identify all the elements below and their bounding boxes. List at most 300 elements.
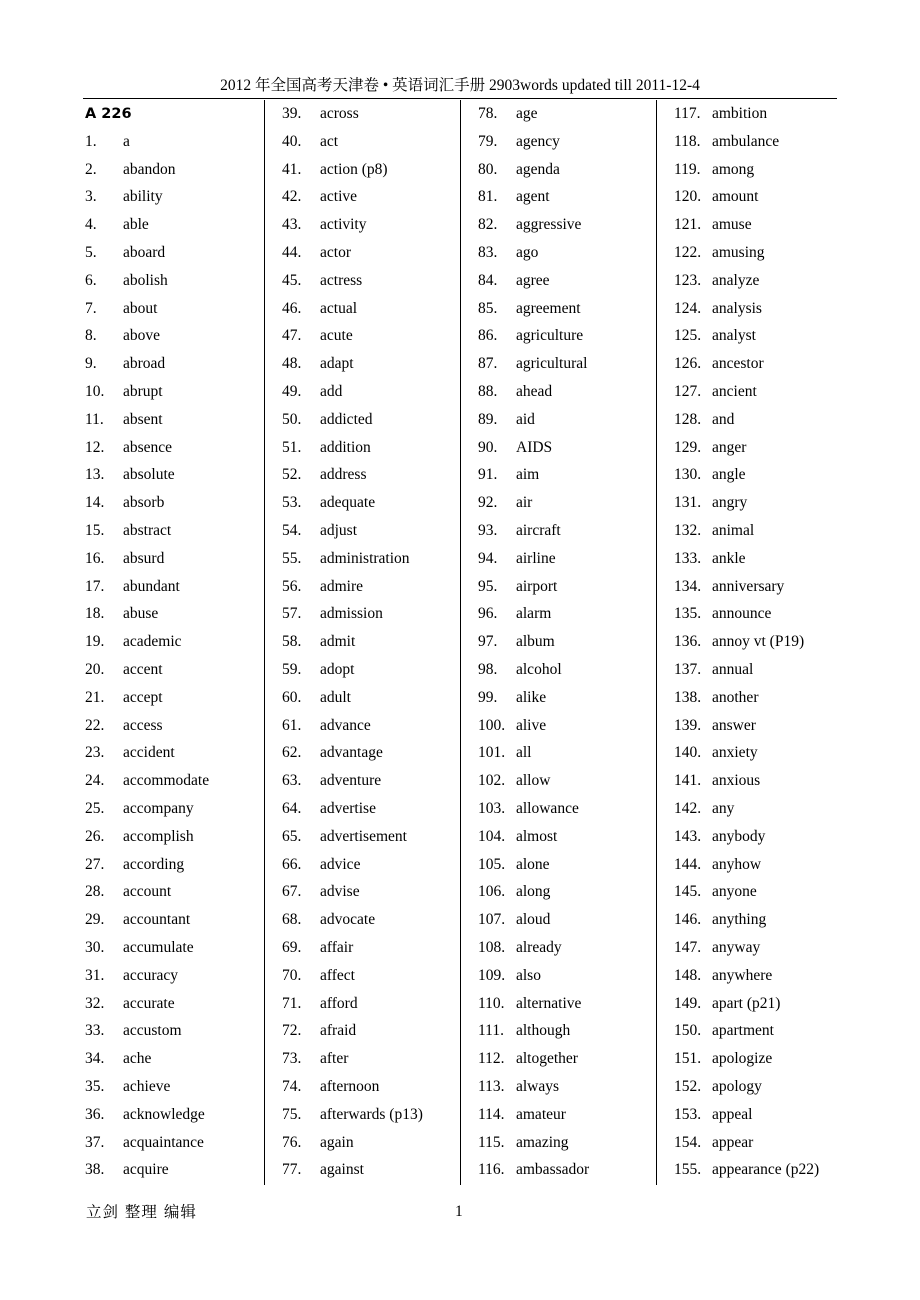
- entry-number: 39.: [282, 105, 302, 122]
- entry-number: 88.: [478, 383, 498, 400]
- entry-word: across: [320, 105, 359, 122]
- entry-word: affect: [320, 966, 355, 984]
- entry-word: address: [320, 466, 367, 484]
- entry-word: advantage: [320, 744, 383, 762]
- entry-word: absence: [123, 438, 173, 456]
- entry-number: 142.: [674, 800, 702, 817]
- entry-number: 78.: [478, 105, 498, 122]
- entry-number: 26.: [85, 827, 105, 845]
- entry-word: angry: [712, 494, 748, 512]
- entry-word: adjust: [320, 522, 358, 539]
- entry-number: 31.: [85, 966, 105, 984]
- entry-word: abuse: [123, 605, 159, 623]
- entry-word: accompany: [123, 800, 194, 817]
- entry-word: achieve: [123, 1078, 171, 1095]
- entry-number: 66.: [282, 855, 302, 873]
- page-header: 2012 年全国高考天津卷 • 英语词汇手册 2903words updated till 2011-12-4: [220, 77, 700, 94]
- entry-word: all: [516, 744, 532, 762]
- entry-number: 151.: [674, 1050, 702, 1068]
- entry-word: another: [712, 688, 759, 706]
- entry-word: abandon: [123, 160, 176, 178]
- entry-word: acknowledge: [123, 1105, 205, 1123]
- entry-word: afternoon: [320, 1078, 380, 1095]
- entry-number: 44.: [282, 244, 302, 261]
- entry-word: ambassador: [516, 1161, 590, 1179]
- entry-number: 14.: [85, 494, 105, 512]
- entry-number: 147.: [674, 939, 702, 956]
- entry-word: adequate: [320, 494, 376, 512]
- entry-number: 16.: [85, 549, 105, 567]
- entry-number: 154.: [674, 1133, 702, 1151]
- entry-number: 59.: [282, 661, 302, 678]
- entry-number: 67.: [282, 883, 302, 901]
- entry-word: ambulance: [712, 132, 780, 150]
- entry-word: accomplish: [123, 827, 194, 845]
- entry-number: 134.: [674, 577, 702, 595]
- entry-number: 10.: [85, 383, 105, 400]
- entry-word: about: [123, 299, 158, 317]
- entry-number: 136.: [674, 633, 702, 651]
- entry-number: 145.: [674, 883, 702, 901]
- entry-word: accent: [123, 661, 163, 678]
- entry-number: 48.: [282, 355, 302, 373]
- entry-word: above: [123, 327, 161, 345]
- entry-word: acute: [320, 327, 353, 345]
- entry-word: accustom: [123, 1022, 182, 1040]
- entry-number: 84.: [478, 271, 498, 289]
- entry-word: amusing: [712, 244, 765, 261]
- entry-number: 110.: [478, 994, 505, 1012]
- entry-number: 15.: [85, 522, 105, 539]
- entry-word: abstract: [123, 522, 172, 539]
- entry-word: air: [516, 494, 533, 512]
- entry-number: 99.: [478, 688, 498, 706]
- entry-word: a: [123, 132, 130, 150]
- entry-number: 27.: [85, 855, 105, 873]
- entry-number: 25.: [85, 800, 105, 817]
- entry-word: anyone: [712, 883, 757, 901]
- entry-number: 127.: [674, 383, 702, 400]
- entry-number: 111.: [478, 1022, 504, 1040]
- word-column-3: [460, 100, 656, 1185]
- entry-number: 102.: [478, 772, 506, 790]
- entry-number: 77.: [282, 1161, 302, 1179]
- entry-word: after: [320, 1050, 349, 1068]
- entry-word: ago: [516, 244, 539, 261]
- entry-number: 12.: [85, 438, 105, 456]
- entry-number: 28.: [85, 883, 105, 901]
- entry-word: apology: [712, 1078, 762, 1095]
- entry-word: admit: [320, 633, 356, 651]
- entry-word: agency: [516, 132, 560, 150]
- entry-number: 117.: [674, 105, 701, 122]
- entry-word: academic: [123, 633, 182, 651]
- entry-word: analysis: [712, 299, 762, 317]
- entry-number: 65.: [282, 827, 302, 845]
- entry-number: 123.: [674, 271, 702, 289]
- entry-number: 17.: [85, 577, 105, 595]
- entry-number: 118.: [674, 132, 701, 150]
- entry-word: aircraft: [516, 522, 561, 539]
- entry-word: absorb: [123, 494, 165, 512]
- entry-word: active: [320, 188, 358, 206]
- entry-number: 83.: [478, 244, 498, 261]
- entry-word: ability: [123, 188, 163, 206]
- entry-word: altogether: [516, 1050, 578, 1068]
- entry-word: ahead: [516, 383, 553, 400]
- entry-number: 9.: [85, 355, 97, 373]
- entry-number: 18.: [85, 605, 105, 623]
- entry-number: 47.: [282, 327, 302, 345]
- entry-number: 2.: [85, 160, 97, 178]
- footer-editor: 立剑 整理 编辑: [86, 1203, 197, 1221]
- entry-number: 85.: [478, 299, 498, 317]
- entry-word: agent: [516, 188, 550, 206]
- entry-number: 100.: [478, 716, 506, 734]
- entry-word: accommodate: [123, 772, 210, 790]
- entry-number: 93.: [478, 522, 498, 539]
- entry-word: any: [712, 800, 735, 817]
- entry-number: 64.: [282, 800, 302, 817]
- entry-word: affair: [320, 939, 354, 956]
- entry-number: 94.: [478, 549, 498, 567]
- entry-word: acquire: [123, 1161, 169, 1179]
- entry-word: advice: [320, 855, 361, 873]
- entry-number: 73.: [282, 1050, 302, 1068]
- entry-word: abolish: [123, 271, 168, 289]
- entry-number: 146.: [674, 911, 702, 929]
- entry-number: 135.: [674, 605, 702, 623]
- entry-word: action (p8): [320, 160, 388, 178]
- entry-word: admission: [320, 605, 383, 623]
- entry-number: 98.: [478, 661, 498, 678]
- entry-number: 29.: [85, 911, 105, 929]
- entry-word: aloud: [516, 911, 551, 929]
- entry-word: alternative: [516, 994, 582, 1012]
- entry-word: among: [712, 160, 755, 178]
- entry-word: annoy vt (P19): [712, 633, 805, 651]
- entry-number: 116.: [478, 1161, 505, 1179]
- entry-number: 97.: [478, 633, 498, 651]
- entry-word: aboard: [123, 244, 166, 261]
- entry-word: absolute: [123, 466, 175, 484]
- entry-word: accumulate: [123, 939, 194, 956]
- entry-number: 128.: [674, 410, 702, 428]
- entry-number: 74.: [282, 1078, 302, 1095]
- entry-word: according: [123, 855, 185, 873]
- entry-number: 133.: [674, 549, 702, 567]
- entry-word: afford: [320, 994, 358, 1012]
- entry-number: 22.: [85, 716, 105, 734]
- entry-word: amateur: [516, 1105, 566, 1123]
- entry-number: 124.: [674, 299, 702, 317]
- entry-word: adventure: [320, 772, 382, 790]
- entry-word: agreement: [516, 299, 581, 317]
- entry-word: and: [712, 410, 735, 428]
- entry-word: allowance: [516, 800, 579, 817]
- entry-number: 148.: [674, 966, 702, 984]
- entry-word: animal: [712, 522, 755, 539]
- entry-number: 122.: [674, 244, 702, 261]
- entry-number: 34.: [85, 1050, 105, 1068]
- entry-number: 149.: [674, 994, 702, 1012]
- entry-number: 70.: [282, 966, 302, 984]
- entry-word: alcohol: [516, 661, 562, 678]
- entry-number: 30.: [85, 939, 105, 956]
- entry-word: already: [516, 939, 562, 956]
- entry-word: account: [123, 883, 172, 901]
- entry-word: anyhow: [712, 855, 762, 873]
- entry-word: accuracy: [123, 966, 179, 984]
- entry-number: 109.: [478, 966, 506, 984]
- entry-number: 72.: [282, 1022, 302, 1040]
- entry-word: alive: [516, 716, 547, 734]
- entry-word: addicted: [320, 410, 373, 428]
- entry-word: album: [516, 633, 555, 651]
- entry-word: agriculture: [516, 327, 584, 345]
- entry-word: alarm: [516, 605, 552, 623]
- entry-word: agenda: [516, 160, 560, 178]
- entry-word: airline: [516, 549, 556, 567]
- entry-number: 92.: [478, 494, 498, 512]
- entry-word: along: [516, 883, 551, 901]
- entry-word: admire: [320, 577, 364, 595]
- entry-word: apologize: [712, 1050, 773, 1068]
- entry-word: able: [123, 216, 149, 234]
- entry-number: 91.: [478, 466, 498, 484]
- entry-word: adult: [320, 688, 351, 706]
- entry-word: act: [320, 132, 339, 150]
- entry-number: 126.: [674, 355, 702, 373]
- entry-number: 55.: [282, 549, 302, 567]
- entry-word: activity: [320, 216, 367, 234]
- entry-number: 129.: [674, 438, 702, 456]
- entry-number: 38.: [85, 1161, 105, 1179]
- entry-word: amount: [712, 188, 759, 206]
- entry-number: 21.: [85, 688, 105, 706]
- entry-number: 36.: [85, 1105, 105, 1123]
- entry-word: accurate: [123, 994, 175, 1012]
- entry-word: absent: [123, 410, 163, 428]
- entry-number: 95.: [478, 577, 498, 595]
- entry-number: 103.: [478, 800, 506, 817]
- entry-word: ancestor: [712, 355, 764, 373]
- entry-number: 155.: [674, 1161, 702, 1179]
- entry-word: access: [123, 716, 163, 734]
- entry-word: aim: [516, 466, 540, 484]
- entry-word: actress: [320, 271, 363, 289]
- entry-number: 119.: [674, 160, 701, 178]
- entry-number: 90.: [478, 438, 498, 456]
- entry-word: absurd: [123, 549, 165, 567]
- entry-word: agricultural: [516, 355, 588, 373]
- word-column-2: [264, 100, 460, 1185]
- entry-word: appear: [712, 1133, 754, 1151]
- entry-number: 131.: [674, 494, 702, 512]
- entry-number: 101.: [478, 744, 506, 762]
- entry-number: 125.: [674, 327, 702, 345]
- entry-word: anybody: [712, 827, 766, 845]
- entry-word: aggressive: [516, 216, 582, 234]
- entry-number: 75.: [282, 1105, 302, 1123]
- entry-word: airport: [516, 577, 558, 595]
- entry-word: anything: [712, 911, 767, 929]
- entry-number: 35.: [85, 1078, 105, 1095]
- entry-word: against: [320, 1161, 364, 1179]
- entry-word: ache: [123, 1050, 152, 1068]
- entry-number: 42.: [282, 188, 302, 206]
- entry-word: accident: [123, 744, 175, 762]
- entry-number: 82.: [478, 216, 498, 234]
- entry-number: 112.: [478, 1050, 505, 1068]
- entry-word: anxious: [712, 772, 761, 790]
- entry-word: alone: [516, 855, 550, 873]
- entry-word: anger: [712, 438, 747, 456]
- entry-word: also: [516, 966, 541, 984]
- entry-number: 76.: [282, 1133, 302, 1151]
- entry-number: 20.: [85, 661, 105, 678]
- entry-word: afterwards (p13): [320, 1105, 423, 1123]
- entry-number: 63.: [282, 772, 302, 790]
- entry-word: anywhere: [712, 966, 773, 984]
- entry-word: appearance (p22): [712, 1161, 820, 1179]
- entry-number: 4.: [85, 216, 97, 234]
- entry-number: 61.: [282, 716, 302, 734]
- entry-word: afraid: [320, 1022, 357, 1040]
- entry-word: addition: [320, 438, 371, 456]
- entry-word: apart (p21): [712, 994, 781, 1012]
- entry-word: anyway: [712, 939, 761, 956]
- entry-number: 105.: [478, 855, 506, 873]
- entry-number: 56.: [282, 577, 302, 595]
- entry-number: 62.: [282, 744, 302, 762]
- entry-word: advise: [320, 883, 360, 901]
- entry-word: analyze: [712, 271, 760, 289]
- entry-number: 144.: [674, 855, 702, 873]
- entry-word: again: [320, 1133, 354, 1151]
- entry-number: 11.: [85, 410, 104, 428]
- entry-word: almost: [516, 827, 558, 845]
- entry-number: 52.: [282, 466, 302, 484]
- word-column-4: [656, 100, 838, 1185]
- header-rule: [83, 98, 837, 99]
- entry-word: AIDS: [516, 438, 553, 456]
- entry-number: 137.: [674, 661, 702, 678]
- entry-word: announce: [712, 605, 772, 623]
- entry-word: ancient: [712, 383, 757, 400]
- entry-number: 32.: [85, 994, 105, 1012]
- entry-number: 19.: [85, 633, 105, 651]
- entry-word: although: [516, 1022, 571, 1040]
- entry-word: ambition: [712, 105, 768, 122]
- entry-number: 37.: [85, 1133, 105, 1151]
- entry-number: 6.: [85, 271, 97, 289]
- entry-number: 40.: [282, 132, 302, 150]
- entry-number: 114.: [478, 1105, 505, 1123]
- entry-word: aid: [516, 410, 535, 428]
- entry-word: angle: [712, 466, 746, 484]
- entry-number: 139.: [674, 716, 702, 734]
- entry-number: 1.: [85, 132, 97, 150]
- entry-number: 68.: [282, 911, 302, 929]
- entry-word: actor: [320, 244, 351, 261]
- entry-word: accept: [123, 688, 163, 706]
- entry-number: 96.: [478, 605, 498, 623]
- entry-number: 106.: [478, 883, 506, 901]
- entry-number: 41.: [282, 160, 302, 178]
- word-column-1: [83, 100, 263, 1185]
- entry-word: always: [516, 1078, 560, 1095]
- entry-word: abroad: [123, 355, 166, 373]
- entry-number: 120.: [674, 188, 702, 206]
- entry-number: 43.: [282, 216, 302, 234]
- entry-number: 69.: [282, 939, 302, 956]
- entry-number: 24.: [85, 772, 105, 790]
- entry-word: adapt: [320, 355, 354, 373]
- entry-word: accountant: [123, 911, 191, 929]
- entry-number: 152.: [674, 1078, 702, 1095]
- entry-number: 150.: [674, 1022, 702, 1040]
- entry-number: 5.: [85, 244, 97, 261]
- entry-number: 113.: [478, 1078, 505, 1095]
- entry-number: 3.: [85, 188, 97, 206]
- entry-number: 130.: [674, 466, 702, 484]
- entry-number: 71.: [282, 994, 302, 1012]
- entry-word: abrupt: [123, 383, 163, 400]
- entry-word: administration: [320, 549, 410, 567]
- entry-word: apartment: [712, 1022, 774, 1040]
- section-label: A 226: [85, 106, 132, 122]
- entry-number: 140.: [674, 744, 702, 762]
- entry-number: 8.: [85, 327, 97, 345]
- entry-number: 115.: [478, 1133, 505, 1151]
- entry-number: 45.: [282, 271, 302, 289]
- entry-number: 58.: [282, 633, 302, 651]
- entry-number: 86.: [478, 327, 498, 345]
- entry-word: advertise: [320, 800, 376, 817]
- entry-number: 33.: [85, 1022, 105, 1040]
- entry-word: amuse: [712, 216, 752, 234]
- entry-number: 108.: [478, 939, 506, 956]
- entry-word: add: [320, 383, 343, 400]
- entry-word: abundant: [123, 577, 180, 595]
- entry-word: ankle: [712, 549, 746, 567]
- entry-word: advertisement: [320, 827, 407, 845]
- entry-number: 153.: [674, 1105, 702, 1123]
- entry-number: 104.: [478, 827, 506, 845]
- entry-number: 80.: [478, 160, 498, 178]
- entry-word: answer: [712, 716, 756, 734]
- entry-number: 49.: [282, 383, 302, 400]
- entry-word: advance: [320, 716, 371, 734]
- entry-number: 13.: [85, 466, 105, 484]
- entry-number: 121.: [674, 216, 702, 234]
- entry-number: 89.: [478, 410, 498, 428]
- entry-word: alike: [516, 688, 547, 706]
- entry-number: 141.: [674, 772, 702, 790]
- entry-number: 50.: [282, 410, 302, 428]
- entry-word: age: [516, 105, 538, 122]
- entry-number: 51.: [282, 438, 302, 456]
- entry-word: amazing: [516, 1133, 569, 1151]
- entry-number: 60.: [282, 688, 302, 706]
- entry-number: 87.: [478, 355, 498, 373]
- page-number: 1: [455, 1203, 463, 1220]
- entry-word: annual: [712, 661, 754, 678]
- entry-number: 132.: [674, 522, 702, 539]
- entry-word: advocate: [320, 911, 376, 929]
- entry-word: agree: [516, 271, 550, 289]
